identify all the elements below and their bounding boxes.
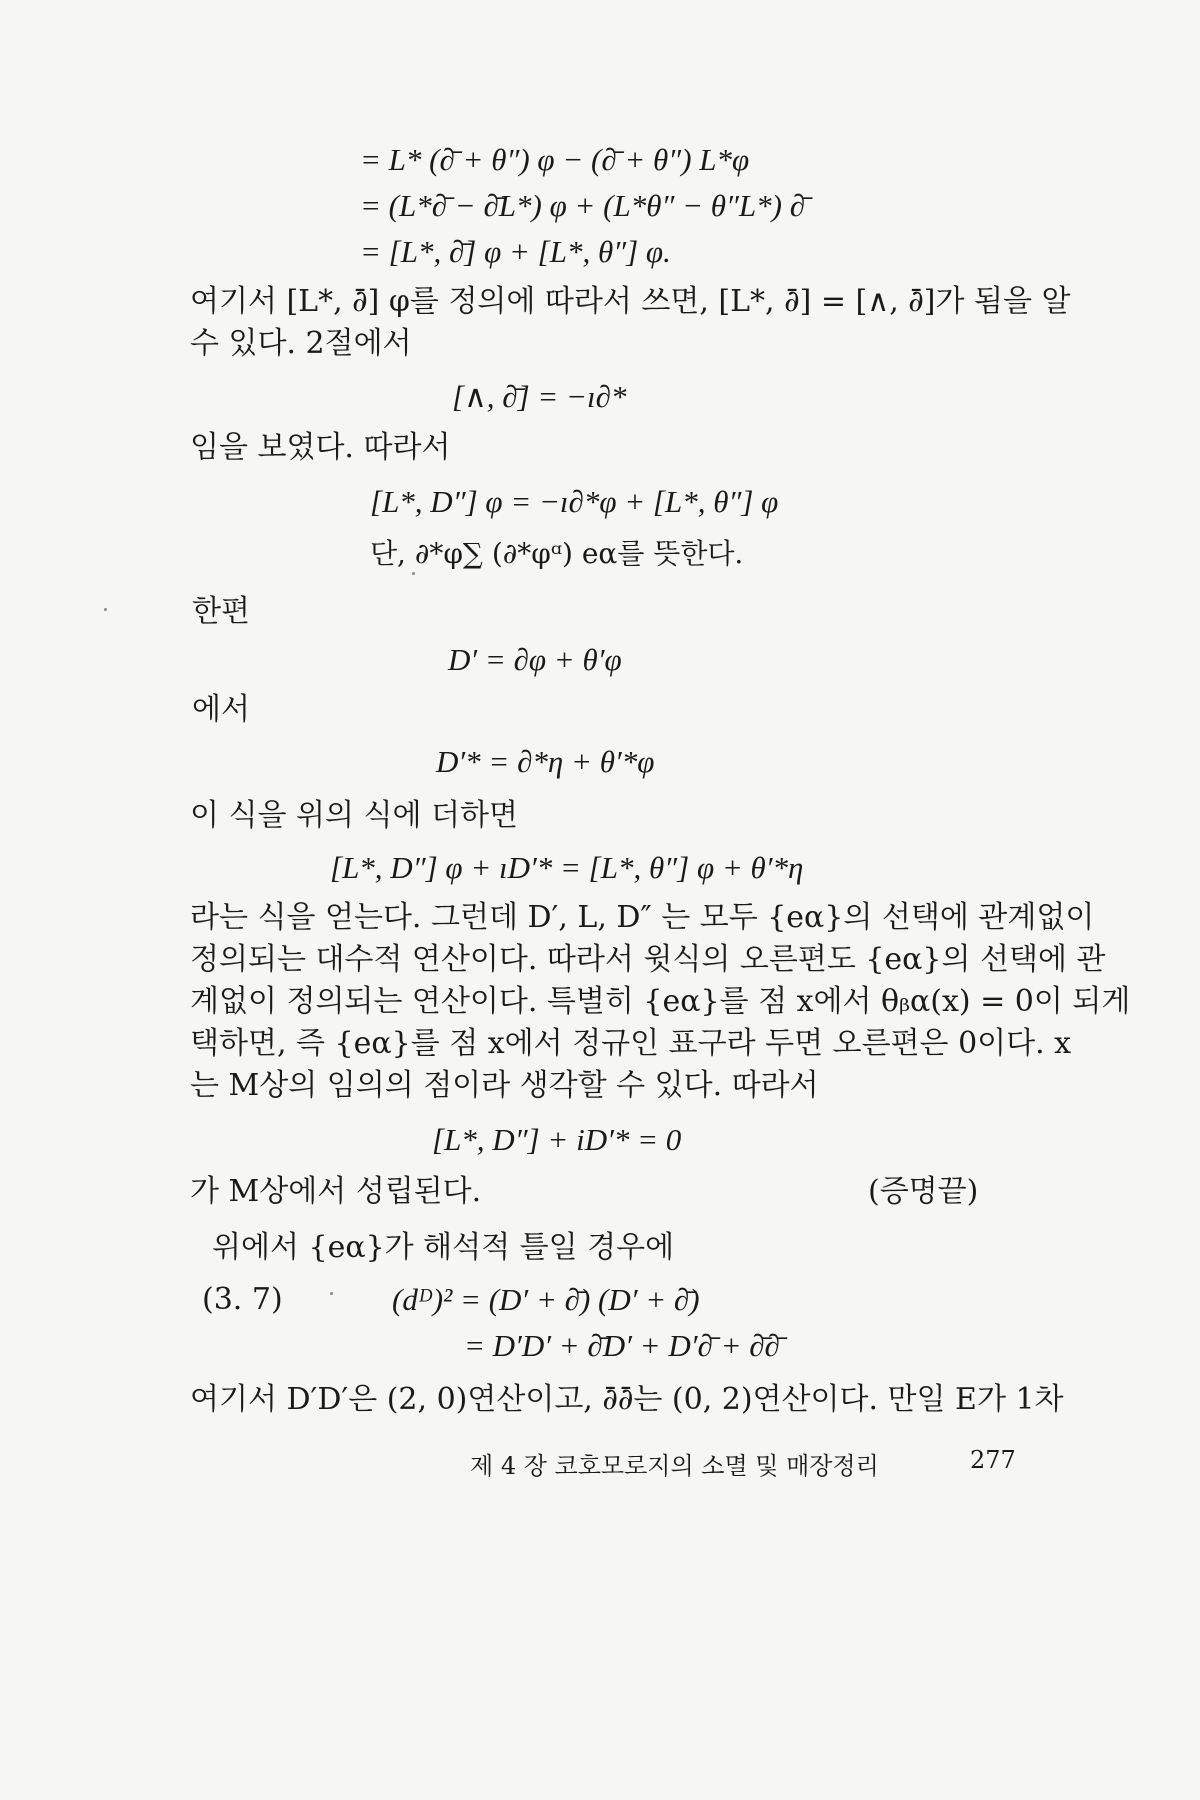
paragraph-6-line-1: 라는 식을 얻는다. 그런데 D′, L, D″ 는 모두 {eα}의 선택에 관계없이 <box>190 900 1095 935</box>
equation-line-4: [∧, ∂̄] = −ı∂* <box>452 379 627 414</box>
paragraph-8: 위에서 {eα}가 해석적 틀일 경우에 <box>212 1230 675 1265</box>
scan-speck <box>412 572 415 575</box>
equation-line-7: D′* = ∂*η + θ′*φ <box>436 744 655 779</box>
equation-line-10b: = D′D′ + ∂̄D′ + D′∂̄ + ∂̄∂̄ <box>464 1328 780 1363</box>
equation-line-6: D′ = ∂φ + θ′φ <box>448 642 622 677</box>
equation-line-1: = L* (∂̄ + θ″) φ − (∂̄ + θ″) L*φ <box>360 142 750 177</box>
paragraph-9: 여기서 D′D′은 (2, 0)연산이고, ∂̄∂̄는 (0, 2)연산이다. 만일 E가 1차 <box>190 1382 1064 1417</box>
scan-speck <box>104 608 107 611</box>
paragraph-6-line-4: 택하면, 즉 {eα}를 점 x에서 정규인 표구라 두면 오른편은 0이다. x <box>190 1026 1072 1061</box>
qed-mark: (증명끝) <box>868 1174 979 1209</box>
paragraph-1-line-2: 수 있다. 2절에서 <box>190 326 412 361</box>
equation-line-9: [L*, D″] + iD′* = 0 <box>432 1122 682 1157</box>
equation-number: (3. 7) <box>202 1282 283 1317</box>
paragraph-6-line-5: 는 M상의 임의의 점이라 생각할 수 있다. 따라서 <box>190 1068 819 1103</box>
running-footer-chapter: 제 4 장 코호모로지의 소멸 및 매장정리 <box>470 1452 879 1480</box>
paragraph-2: 임을 보였다. 따라서 <box>190 430 451 465</box>
note-line: 단, ∂*φ∑ (∂*φᵅ) eα를 뜻한다. <box>370 537 744 570</box>
equation-line-10a: (dᴰ)² = (D′ + ∂̄) (D′ + ∂̄) <box>392 1282 700 1317</box>
paragraph-6-line-2: 정의되는 대수적 연산이다. 따라서 윗식의 오른편도 {eα}의 선택에 관 <box>190 942 1106 977</box>
scan-speck <box>330 1292 333 1295</box>
equation-line-5: [L*, D″] φ = −ı∂*φ + [L*, θ″] φ <box>370 484 779 519</box>
paragraph-7: 가 M상에서 성립된다. <box>190 1174 482 1209</box>
equation-line-8: [L*, D″] φ + ıD′* = [L*, θ″] φ + θ′*η <box>330 850 804 885</box>
equation-line-2: = (L*∂̄ − ∂̄L*) φ + (L*θ″ − θ″L*) ∂̄ <box>360 188 806 223</box>
paragraph-3: 한편 <box>192 594 250 629</box>
paragraph-1-line-1: 여기서 [L*, ∂̄] φ를 정의에 따라서 쓰면, [L*, ∂̄] = [∧, ∂̄]가 됨을 알 <box>190 284 1071 319</box>
paragraph-6-line-3: 계없이 정의되는 연산이다. 특별히 {eα}를 점 x에서 θᵦα(x) = 0이 되게 <box>190 984 1131 1019</box>
paragraph-4: 에서 <box>192 692 250 727</box>
page-number: 277 <box>970 1446 1016 1474</box>
equation-line-3: = [L*, ∂̄] φ + [L*, θ″] φ. <box>360 234 671 269</box>
paragraph-5: 이 식을 위의 식에 더하면 <box>190 798 518 833</box>
